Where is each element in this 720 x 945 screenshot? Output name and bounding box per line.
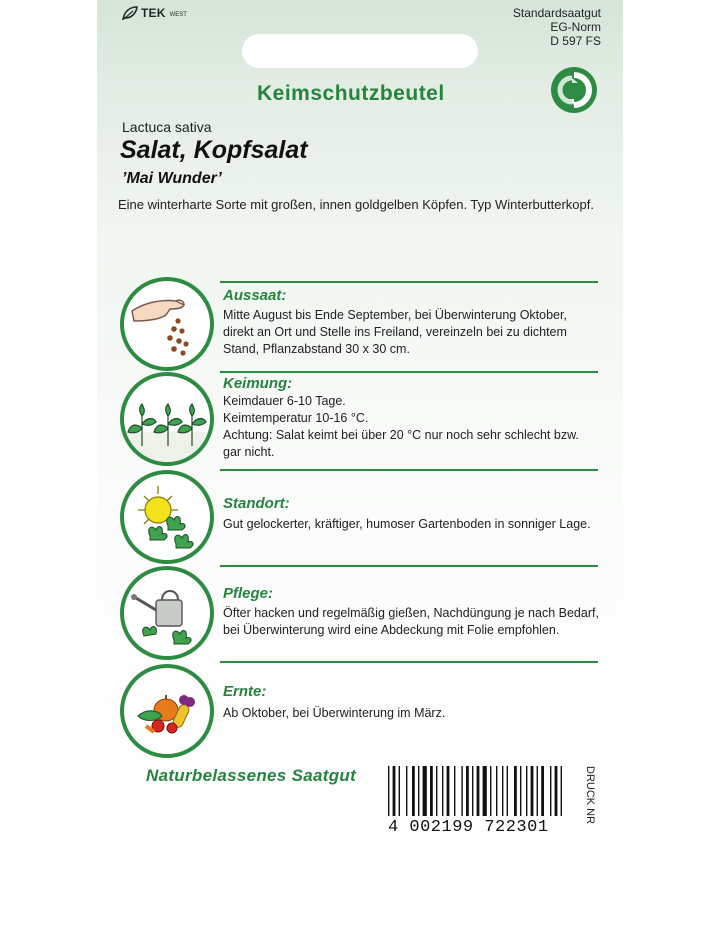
section-line: Öfter hacken und regelmäßig gießen, Nachdüngung je nach Bedarf, [223,606,599,620]
barcode-bar [454,766,455,816]
barcode-bar [461,766,462,816]
brand-sub: WEST [169,12,187,18]
section-line: bei Überwinterung wird eine Abdeckung mit Folie empfohlen. [223,623,560,637]
standard-line-1: Standardsaatgut [512,6,601,20]
divider [220,661,598,663]
section-line: Stand, Pflanzabstand 30 x 30 cm. [223,342,410,356]
section-line: gar nicht. [223,445,275,459]
section-title: Aussaat: [223,287,287,304]
divider [220,281,598,283]
barcode-bar [555,766,558,816]
print-number-label: DRUCK NR [584,766,596,825]
section-title: Keimung: [223,375,293,392]
description: Eine winterharte Sorte mit großen, innen goldgelben Köpfen. Typ Winterbutterkopf. [118,197,594,212]
barcode-bar [412,766,415,816]
barcode-bar [393,766,396,816]
green-dot-recycle-icon [550,66,598,114]
barcode-bar [537,766,538,816]
plant-name: Salat, Kopfsalat [120,136,308,164]
barcode-bar [520,766,521,816]
barcode-bar [447,766,450,816]
section-title: Pflege: [223,585,274,602]
divider [220,371,598,373]
barcode-bar [550,766,551,816]
seedlings-icon [120,372,214,466]
standard-line-2: EG-Norm [550,20,601,34]
footer-slogan: Naturbelassenes Saatgut [146,766,357,785]
section-line: Keimtemperatur 10-16 °C. [223,411,369,425]
barcode-bar [561,766,562,816]
barcode-bar [526,766,527,816]
section-line: Achtung: Salat keimt bei über 20 °C nur noch sehr schlecht bzw. [223,428,579,442]
brand-logo [122,6,187,20]
barcode-bar [423,766,427,816]
leaf-logo-icon [122,6,138,20]
barcode-bar [442,766,443,816]
brand-name: TEK [141,6,166,20]
sowing-hand-icon [120,277,214,371]
variety-name: ’Mai Wunder’ [122,170,222,187]
section-line: Gut gelockerter, kräftiger, humoser Gartenboden in sonniger Lage. [223,517,591,531]
barcode-bars [388,766,570,816]
barcode-bar [483,766,487,816]
blank-label-box [242,34,478,68]
standard-line-3: D 597 FS [550,34,601,48]
barcode-number: 4 002199 722301 [388,818,549,837]
section-title: Standort: [223,495,290,512]
section-line: Mitte August bis Ende September, bei Überwinterung Oktober, [223,308,567,322]
latin-name: Lactuca sativa [122,119,212,135]
barcode-bar [466,766,469,816]
barcode-bar [531,766,534,816]
standard-info [513,6,601,48]
barcode-bar [507,766,508,816]
divider [220,565,598,567]
barcode-bar [514,766,517,816]
barcode-bar [472,766,473,816]
watering-can-icon [120,566,214,660]
barcode [378,760,580,850]
barcode-bar [418,766,419,816]
barcode-bar [490,766,491,816]
banner-title: Keimschutzbeutel [257,82,445,105]
section-line: direkt an Ort und Stelle ins Freiland, vereinzeln bei zu dichtem [223,325,567,339]
section-title: Ernte: [223,683,267,700]
divider [220,469,598,471]
sun-plants-icon [120,470,214,564]
barcode-bar [406,766,407,816]
barcode-bar [430,766,433,816]
barcode-bar [436,766,437,816]
section-line: Keimdauer 6-10 Tage. [223,394,346,408]
barcode-bar [477,766,480,816]
barcode-bar [541,766,544,816]
section-line: Ab Oktober, bei Überwinterung im März. [223,706,446,720]
barcode-bar [502,766,503,816]
barcode-bar [388,766,389,816]
barcode-bar [496,766,497,816]
harvest-vegetables-icon [120,664,214,758]
barcode-bar [399,766,400,816]
